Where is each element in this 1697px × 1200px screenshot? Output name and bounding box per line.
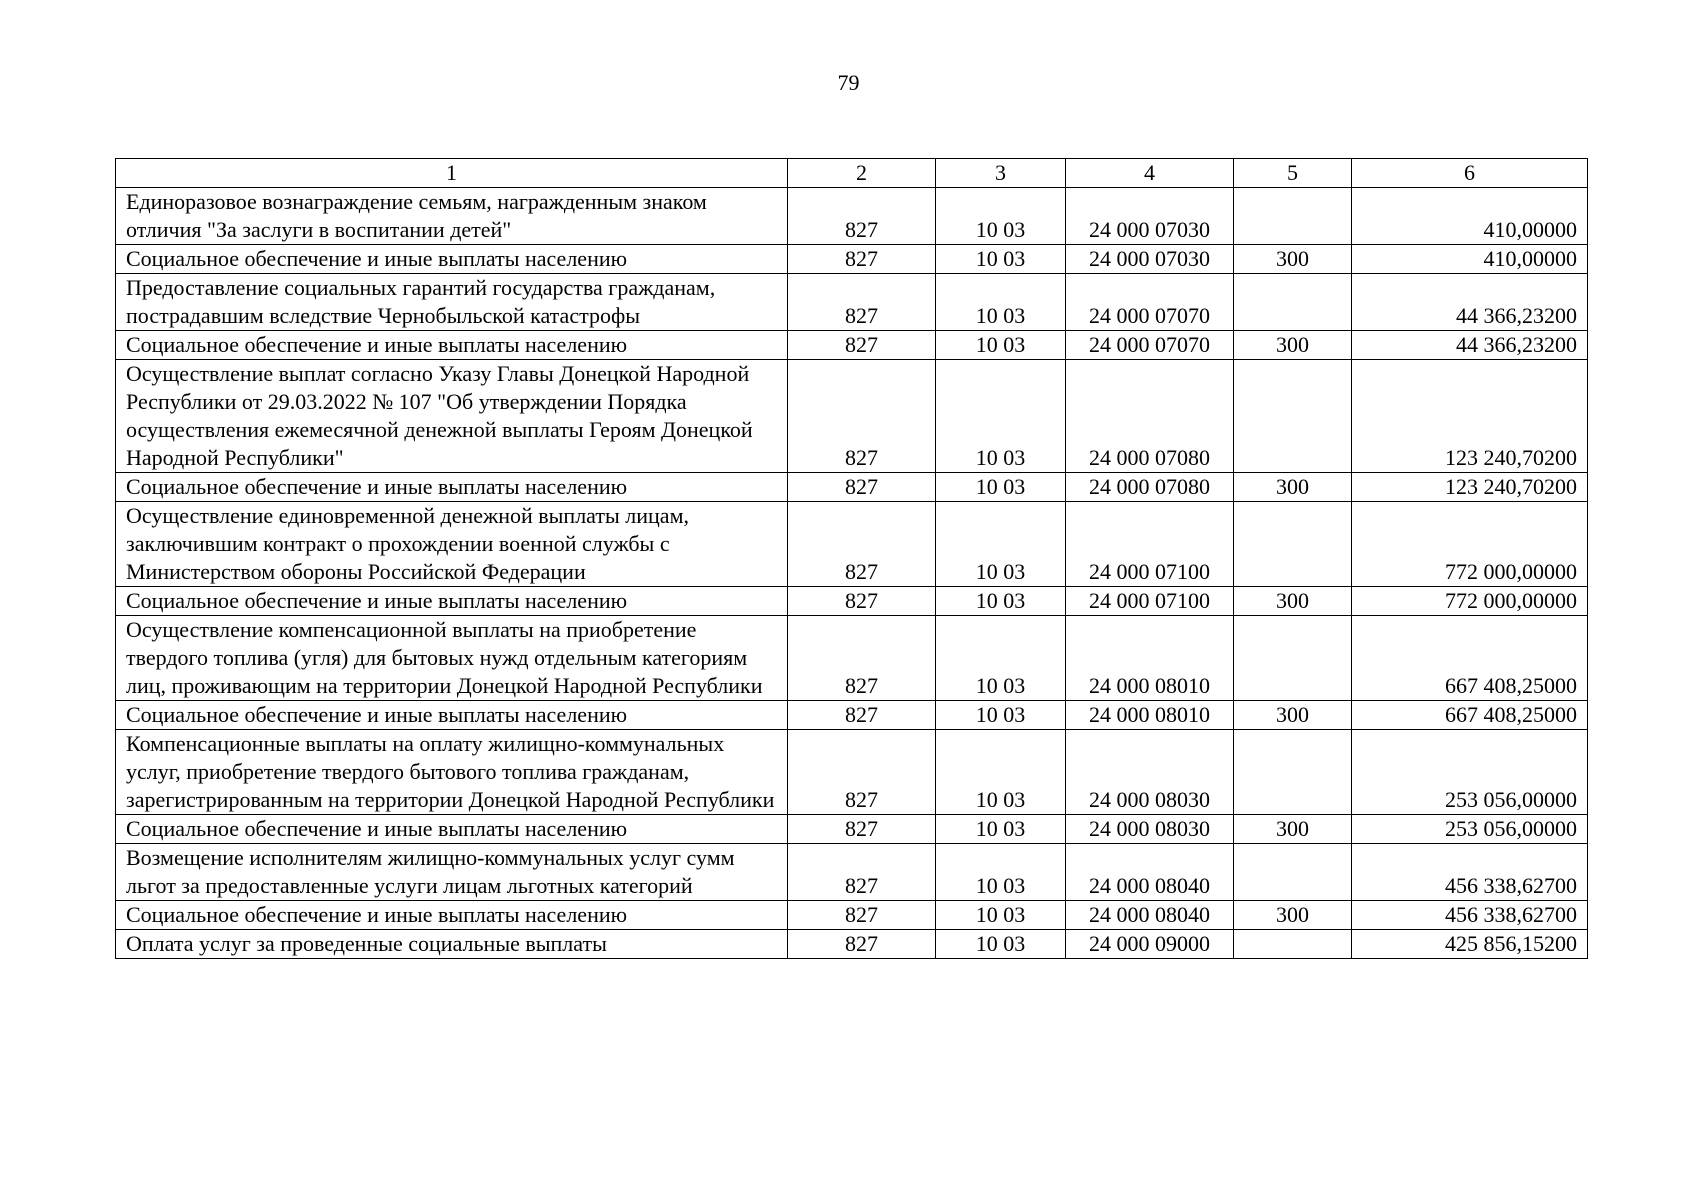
cell-name: Социальное обеспечение и иные выплаты населению bbox=[116, 587, 788, 616]
cell-name: Социальное обеспечение и иные выплаты населению bbox=[116, 901, 788, 930]
cell-name: Социальное обеспечение и иные выплаты населению bbox=[116, 245, 788, 274]
cell-section-code: 10 03 bbox=[936, 274, 1066, 331]
table-row bbox=[116, 616, 1588, 701]
cell-amount: 425 856,15200 bbox=[1352, 930, 1588, 959]
cell-target-code: 24 000 08040 bbox=[1066, 844, 1234, 901]
cell-name: Возмещение исполнителям жилищно-коммунальных услуг сумм льгот за предоставленные услуги лицам льготных категорий bbox=[116, 844, 788, 901]
table-row bbox=[116, 502, 1588, 587]
cell-amount: 456 338,62700 bbox=[1352, 901, 1588, 930]
cell-section-code: 10 03 bbox=[936, 844, 1066, 901]
cell-gov-code: 827 bbox=[788, 901, 936, 930]
cell-name: Осуществление компенсационной выплаты на приобретение твердого топлива (угля) для бытовых нужд отдельным категориям лиц, проживающим на территории Донецкой Народной Республики bbox=[116, 616, 788, 701]
cell-gov-code: 827 bbox=[788, 730, 936, 815]
cell-amount: 772 000,00000 bbox=[1352, 502, 1588, 587]
cell-gov-code: 827 bbox=[788, 701, 936, 730]
cell-expense-type bbox=[1234, 616, 1352, 701]
cell-amount: 253 056,00000 bbox=[1352, 730, 1588, 815]
cell-amount: 772 000,00000 bbox=[1352, 587, 1588, 616]
page-number: 79 bbox=[837, 70, 860, 95]
cell-amount: 123 240,70200 bbox=[1352, 473, 1588, 502]
cell-target-code: 24 000 07080 bbox=[1066, 360, 1234, 473]
cell-target-code: 24 000 07070 bbox=[1066, 274, 1234, 331]
column-header: 5 bbox=[1234, 159, 1352, 188]
cell-gov-code: 827 bbox=[788, 245, 936, 274]
table-row bbox=[116, 473, 1588, 502]
cell-expense-type bbox=[1234, 360, 1352, 473]
cell-name: Осуществление выплат согласно Указу Главы Донецкой Народной Республики от 29.03.2022 № 107 "Об утверждении Порядка осуществления ежемесячной денежной выплаты Героям Донецкой Народной Республики" bbox=[116, 360, 788, 473]
cell-section-code: 10 03 bbox=[936, 616, 1066, 701]
cell-expense-type: 300 bbox=[1234, 901, 1352, 930]
cell-section-code: 10 03 bbox=[936, 730, 1066, 815]
cell-amount: 253 056,00000 bbox=[1352, 815, 1588, 844]
cell-amount: 44 366,23200 bbox=[1352, 274, 1588, 331]
cell-expense-type: 300 bbox=[1234, 587, 1352, 616]
cell-gov-code: 827 bbox=[788, 815, 936, 844]
table-row bbox=[116, 360, 1588, 473]
cell-expense-type bbox=[1234, 844, 1352, 901]
cell-gov-code: 827 bbox=[788, 274, 936, 331]
column-header: 6 bbox=[1352, 159, 1588, 188]
table-row bbox=[116, 274, 1588, 331]
cell-section-code: 10 03 bbox=[936, 502, 1066, 587]
table-row bbox=[116, 701, 1588, 730]
cell-section-code: 10 03 bbox=[936, 188, 1066, 245]
cell-amount: 123 240,70200 bbox=[1352, 360, 1588, 473]
cell-amount: 667 408,25000 bbox=[1352, 616, 1588, 701]
cell-name: Осуществление единовременной денежной выплаты лицам, заключившим контракт о прохождении военной службы с Министерством обороны Российской Федерации bbox=[116, 502, 788, 587]
column-header: 4 bbox=[1066, 159, 1234, 188]
cell-target-code: 24 000 08030 bbox=[1066, 730, 1234, 815]
cell-amount: 410,00000 bbox=[1352, 245, 1588, 274]
cell-target-code: 24 000 09000 bbox=[1066, 930, 1234, 959]
cell-expense-type bbox=[1234, 730, 1352, 815]
cell-amount: 410,00000 bbox=[1352, 188, 1588, 245]
column-header: 3 bbox=[936, 159, 1066, 188]
cell-target-code: 24 000 08040 bbox=[1066, 901, 1234, 930]
cell-target-code: 24 000 07070 bbox=[1066, 331, 1234, 360]
cell-section-code: 10 03 bbox=[936, 331, 1066, 360]
cell-gov-code: 827 bbox=[788, 188, 936, 245]
cell-target-code: 24 000 08030 bbox=[1066, 815, 1234, 844]
cell-gov-code: 827 bbox=[788, 930, 936, 959]
table-row bbox=[116, 901, 1588, 930]
cell-section-code: 10 03 bbox=[936, 245, 1066, 274]
cell-section-code: 10 03 bbox=[936, 901, 1066, 930]
cell-section-code: 10 03 bbox=[936, 587, 1066, 616]
table-row bbox=[116, 188, 1588, 245]
cell-name: Предоставление социальных гарантий государства гражданам, пострадавшим вследствие Чернобыльской катастрофы bbox=[116, 274, 788, 331]
header-row bbox=[116, 159, 1588, 188]
cell-expense-type bbox=[1234, 930, 1352, 959]
cell-target-code: 24 000 08010 bbox=[1066, 701, 1234, 730]
cell-expense-type: 300 bbox=[1234, 245, 1352, 274]
cell-section-code: 10 03 bbox=[936, 360, 1066, 473]
cell-name: Единоразовое вознаграждение семьям, награжденным знаком отличия "За заслуги в воспитании детей" bbox=[116, 188, 788, 245]
cell-target-code: 24 000 07080 bbox=[1066, 473, 1234, 502]
table-row bbox=[116, 730, 1588, 815]
cell-amount: 44 366,23200 bbox=[1352, 331, 1588, 360]
cell-expense-type bbox=[1234, 274, 1352, 331]
cell-target-code: 24 000 08010 bbox=[1066, 616, 1234, 701]
cell-name: Компенсационные выплаты на оплату жилищно-коммунальных услуг, приобретение твердого бытового топлива гражданам, зарегистрированным на территории Донецкой Народной Республики bbox=[116, 730, 788, 815]
cell-target-code: 24 000 07100 bbox=[1066, 587, 1234, 616]
cell-gov-code: 827 bbox=[788, 331, 936, 360]
cell-name: Социальное обеспечение и иные выплаты населению bbox=[116, 331, 788, 360]
cell-expense-type: 300 bbox=[1234, 473, 1352, 502]
cell-name: Социальное обеспечение и иные выплаты населению bbox=[116, 815, 788, 844]
cell-expense-type bbox=[1234, 188, 1352, 245]
cell-gov-code: 827 bbox=[788, 587, 936, 616]
cell-target-code: 24 000 07100 bbox=[1066, 502, 1234, 587]
column-header: 1 bbox=[116, 159, 788, 188]
cell-target-code: 24 000 07030 bbox=[1066, 188, 1234, 245]
cell-amount: 456 338,62700 bbox=[1352, 844, 1588, 901]
cell-section-code: 10 03 bbox=[936, 701, 1066, 730]
cell-gov-code: 827 bbox=[788, 844, 936, 901]
cell-gov-code: 827 bbox=[788, 616, 936, 701]
cell-section-code: 10 03 bbox=[936, 930, 1066, 959]
column-header: 2 bbox=[788, 159, 936, 188]
cell-expense-type: 300 bbox=[1234, 331, 1352, 360]
table-row bbox=[116, 815, 1588, 844]
cell-expense-type bbox=[1234, 502, 1352, 587]
cell-name: Оплата услуг за проведенные социальные выплаты bbox=[116, 930, 788, 959]
table-row bbox=[116, 587, 1588, 616]
table-row bbox=[116, 930, 1588, 959]
cell-section-code: 10 03 bbox=[936, 473, 1066, 502]
cell-target-code: 24 000 07030 bbox=[1066, 245, 1234, 274]
cell-name: Социальное обеспечение и иные выплаты населению bbox=[116, 701, 788, 730]
budget-table bbox=[115, 158, 1588, 959]
cell-name: Социальное обеспечение и иные выплаты населению bbox=[116, 473, 788, 502]
cell-gov-code: 827 bbox=[788, 360, 936, 473]
cell-expense-type: 300 bbox=[1234, 701, 1352, 730]
cell-expense-type: 300 bbox=[1234, 815, 1352, 844]
table-row bbox=[116, 331, 1588, 360]
table-row bbox=[116, 245, 1588, 274]
cell-gov-code: 827 bbox=[788, 473, 936, 502]
cell-gov-code: 827 bbox=[788, 502, 936, 587]
cell-amount: 667 408,25000 bbox=[1352, 701, 1588, 730]
cell-section-code: 10 03 bbox=[936, 815, 1066, 844]
table-row bbox=[116, 844, 1588, 901]
